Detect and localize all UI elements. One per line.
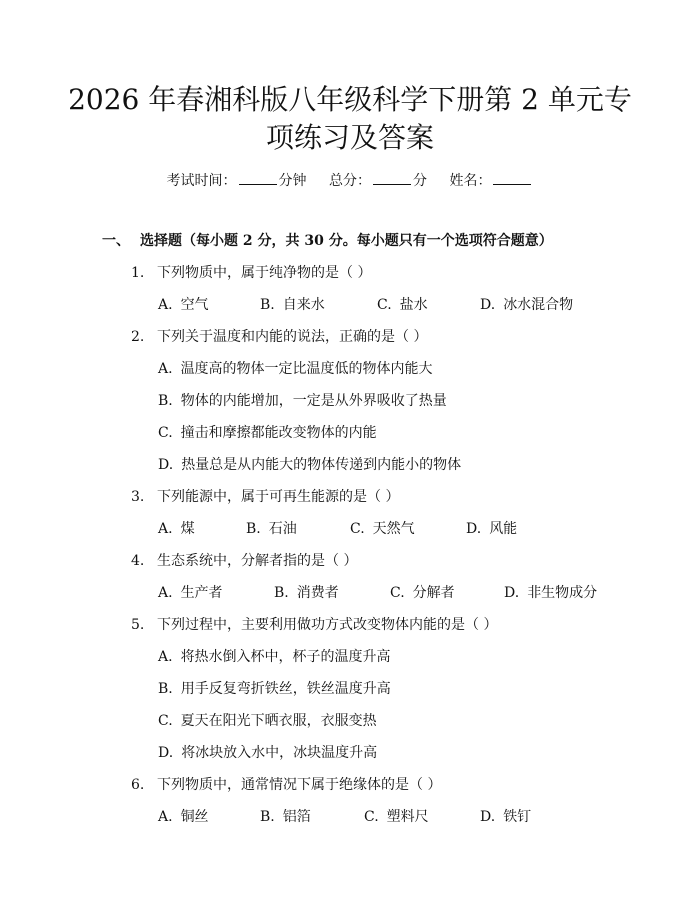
question-1-option-a[interactable]	[158, 294, 209, 314]
option-text: 非生物成分	[527, 585, 598, 601]
question-6-option-a[interactable]	[158, 806, 209, 826]
option-text: 铜丝	[180, 809, 209, 825]
question-number: 3.	[131, 489, 145, 505]
question-3-option-a[interactable]	[158, 518, 195, 538]
question-6	[131, 774, 441, 794]
question-3	[131, 486, 399, 506]
option-letter: B.	[260, 809, 275, 825]
option-text: 铁钉	[503, 809, 532, 825]
option-text: 风能	[489, 521, 518, 537]
option-letter: C.	[350, 521, 365, 537]
student-name	[449, 170, 533, 190]
question-3-option-c[interactable]	[350, 518, 415, 538]
question-2-option-a[interactable]	[158, 358, 433, 378]
option-letter: B.	[274, 585, 289, 601]
option-letter: D.	[480, 297, 496, 313]
question-number: 1.	[131, 265, 145, 281]
option-letter: C.	[158, 713, 173, 729]
option-letter: A.	[158, 649, 173, 665]
option-text: 冰水混合物	[503, 297, 574, 313]
option-text: 物体的内能增加，一定是从外界吸收了热量	[180, 393, 447, 409]
option-text: 塑料尺	[386, 809, 429, 825]
option-letter: B.	[260, 297, 275, 313]
question-2-option-c[interactable]	[158, 422, 377, 442]
option-letter: D.	[466, 521, 482, 537]
question-4-option-d[interactable]	[504, 582, 597, 602]
section-number: 一、	[102, 233, 130, 249]
option-letter: A.	[158, 297, 173, 313]
option-letter: A.	[158, 361, 173, 377]
question-stem: 下列物质中，属于纯净物的是（ ）	[157, 265, 372, 281]
question-number: 2.	[131, 329, 145, 345]
option-letter: C.	[364, 809, 379, 825]
question-2	[131, 326, 427, 346]
option-letter: D.	[504, 585, 520, 601]
question-stem: 下列能源中，属于可再生能源的是（ ）	[157, 489, 400, 505]
question-1-option-c[interactable]	[377, 294, 428, 314]
question-5-option-a[interactable]	[158, 646, 391, 666]
option-letter: C.	[377, 297, 392, 313]
question-6-option-b[interactable]	[260, 806, 311, 826]
total-score-blank[interactable]	[373, 172, 411, 185]
option-letter: D.	[158, 457, 174, 473]
option-text: 铝箔	[282, 809, 311, 825]
option-letter: A.	[158, 809, 173, 825]
question-6-option-c[interactable]	[364, 806, 429, 826]
question-number: 4.	[131, 553, 145, 569]
option-text: 生产者	[180, 585, 223, 601]
question-5-option-d[interactable]	[158, 742, 377, 762]
option-letter: C.	[390, 585, 405, 601]
question-5	[131, 614, 497, 634]
document-title-line-1: 2026 年春湘科版八年级科学下册第 2 单元专	[68, 83, 632, 116]
option-letter: C.	[158, 425, 173, 441]
option-text: 消费者	[296, 585, 339, 601]
option-text: 用手反复弯折铁丝，铁丝温度升高	[180, 681, 391, 697]
question-number: 6.	[131, 777, 145, 793]
option-text: 石油	[268, 521, 297, 537]
option-text: 热量总是从内能大的物体传递到内能小的物体	[181, 457, 462, 473]
document-title-line-2: 项练习及答案	[265, 121, 434, 154]
question-stem: 下列过程中，主要利用做功方式改变物体内能的是（ ）	[157, 617, 498, 633]
option-text: 盐水	[399, 297, 428, 313]
total-score-unit: 分	[413, 173, 427, 189]
option-text: 撞击和摩擦都能改变物体的内能	[180, 425, 377, 441]
option-letter: B.	[246, 521, 261, 537]
option-text: 夏天在阳光下晒衣服，衣服变热	[180, 713, 377, 729]
question-2-option-d[interactable]	[158, 454, 461, 474]
question-1-option-b[interactable]	[260, 294, 325, 314]
question-2-option-b[interactable]	[158, 390, 447, 410]
student-name-label: 姓名：	[449, 173, 492, 189]
question-1-option-d[interactable]	[480, 294, 573, 314]
option-text: 天然气	[372, 521, 415, 537]
question-stem: 下列物质中，通常情况下属于绝缘体的是（ ）	[157, 777, 442, 793]
total-score-label: 总分：	[329, 173, 371, 189]
option-text: 将冰块放入水中，冰块温度升高	[181, 745, 378, 761]
section-heading	[102, 230, 553, 250]
option-letter: A.	[158, 521, 173, 537]
exam-time-unit: 分钟	[278, 173, 307, 189]
question-4	[131, 550, 357, 570]
option-letter: B.	[158, 681, 173, 697]
question-1	[131, 262, 371, 282]
exam-time	[167, 170, 307, 190]
question-4-option-a[interactable]	[158, 582, 223, 602]
question-stem: 生态系统中，分解者指的是（ ）	[157, 553, 358, 569]
question-4-option-b[interactable]	[274, 582, 339, 602]
section-heading-text: 选择题（每小题 2 分，共 30 分。每小题只有一个选项符合题意）	[140, 233, 553, 249]
option-letter: D.	[480, 809, 496, 825]
exam-time-label: 考试时间：	[166, 173, 237, 189]
question-3-option-d[interactable]	[466, 518, 517, 538]
question-5-option-c[interactable]	[158, 710, 377, 730]
option-letter: B.	[158, 393, 173, 409]
total-score	[329, 170, 427, 190]
question-5-option-b[interactable]	[158, 678, 391, 698]
option-text: 空气	[180, 297, 209, 313]
question-6-option-d[interactable]	[480, 806, 531, 826]
option-text: 自来水	[282, 297, 325, 313]
option-text: 煤	[180, 521, 195, 537]
exam-meta	[0, 170, 700, 190]
student-name-blank[interactable]	[493, 172, 531, 185]
question-number: 5.	[131, 617, 145, 633]
option-text: 分解者	[412, 585, 455, 601]
question-3-option-b[interactable]	[246, 518, 297, 538]
question-4-option-c[interactable]	[390, 582, 455, 602]
option-text: 温度高的物体一定比温度低的物体内能大	[180, 361, 433, 377]
option-letter: D.	[158, 745, 174, 761]
exam-time-blank[interactable]	[239, 172, 277, 185]
option-letter: A.	[158, 585, 173, 601]
option-text: 将热水倒入杯中，杯子的温度升高	[180, 649, 391, 665]
question-stem: 下列关于温度和内能的说法，正确的是（ ）	[157, 329, 428, 345]
